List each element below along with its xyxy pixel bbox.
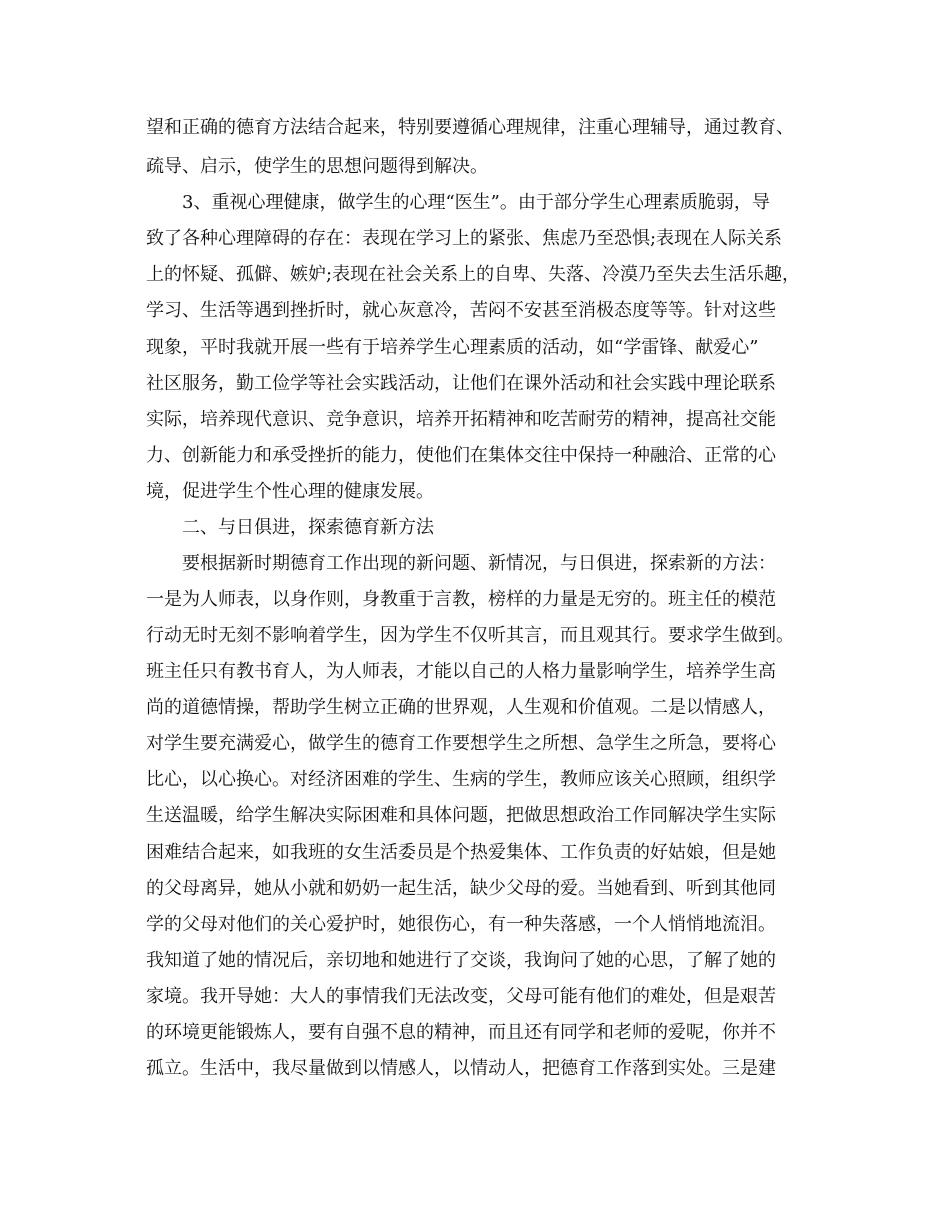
- text-line: 学习、生活等遇到挫折时，就心灰意冷，苦闷不安甚至消极态度等等。针对这些: [146, 300, 776, 321]
- text-line: 行动无时无刻不影响着学生，因为学生不仅听其言，而且观其行。要求学生做到。: [146, 625, 794, 646]
- text-line: 生送温暖，给学生解决实际困难和具体问题，把做思想政治工作同解决学生实际: [146, 805, 776, 826]
- text-line: 社区服务，勤工俭学等社会实践活动，让他们在课外活动和社会实践中理论联系: [146, 373, 776, 394]
- text-line: 境，促进学生个性心理的健康发展。: [146, 481, 434, 502]
- text-line: 比心，以心换心。对经济困难的学生、生病的学生，教师应该关心照顾，组织学: [146, 769, 776, 790]
- text-line: 3、重视心理健康，做学生的心理“医生”。由于部分学生心理素质脆弱，导: [182, 192, 770, 213]
- text-line: 一是为人师表，以身作则，身教重于言教，榜样的力量是无穷的。班主任的模范: [146, 589, 776, 610]
- text-line: 现象，平时我就开展一些有于培养学生心理素质的活动，如“学雷锋、献爱心”: [146, 337, 759, 358]
- text-line: 疏导、启示，使学生的思想问题得到解决。: [146, 156, 488, 177]
- text-line: 力、创新能力和承受挫折的能力，使他们在集体交往中保持一种融洽、正常的心: [146, 445, 776, 466]
- text-line: 我知道了她的情况后，亲切地和她进行了交谈，我询问了她的心思，了解了她的: [146, 950, 776, 971]
- text-line: 要根据新时期德育工作出现的新问题、新情况，与日俱进，探索新的方法：: [182, 553, 776, 574]
- section-heading: 二、与日俱进，探索德育新方法: [182, 517, 434, 538]
- text-line: 孤立。生活中，我尽量做到以情感人，以情动人，把德育工作落到实处。三是建: [146, 1058, 776, 1079]
- text-line: 实际，培养现代意识、竞争意识，培养开拓精神和吃苦耐劳的精神，提高社交能: [146, 409, 776, 430]
- text-line: 的父母离异，她从小就和奶奶一起生活，缺少父母的爱。当她看到、听到其他同: [146, 878, 776, 899]
- text-line: 致了各种心理障碍的存在：表现在学习上的紧张、焦虑乃至恐惧;表现在人际关系: [146, 228, 783, 249]
- text-line: 望和正确的德育方法结合起来，特别要遵循心理规律，注重心理辅导，通过教育、: [146, 117, 794, 138]
- text-line: 尚的道德情操，帮助学生树立正确的世界观，人生观和价值观。二是以情感人，: [146, 697, 776, 718]
- text-line: 学的父母对他们的关心爱护时，她很伤心，有一种失落感，一个人悄悄地流泪。: [146, 914, 776, 935]
- text-line: 的环境更能锻炼人，要有自强不息的精神，而且还有同学和老师的爱呢，你并不: [146, 1022, 776, 1043]
- text-line: 对学生要充满爱心，做学生的德育工作要想学生之所想、急学生之所急，要将心: [146, 733, 776, 754]
- text-line: 家境。我开导她：大人的事情我们无法改变，父母可能有他们的难处，但是艰苦: [146, 986, 776, 1007]
- text-line: 困难结合起来，如我班的女生活委员是个热爱集体、工作负责的好姑娘，但是她: [146, 842, 776, 863]
- text-line: 上的怀疑、孤僻、嫉妒;表现在社会关系上的自卑、失落、冷漠乃至失去生活乐趣，: [146, 264, 801, 285]
- text-line: 班主任只有教书育人，为人师表，才能以自己的人格力量影响学生，培养学生高: [146, 661, 776, 682]
